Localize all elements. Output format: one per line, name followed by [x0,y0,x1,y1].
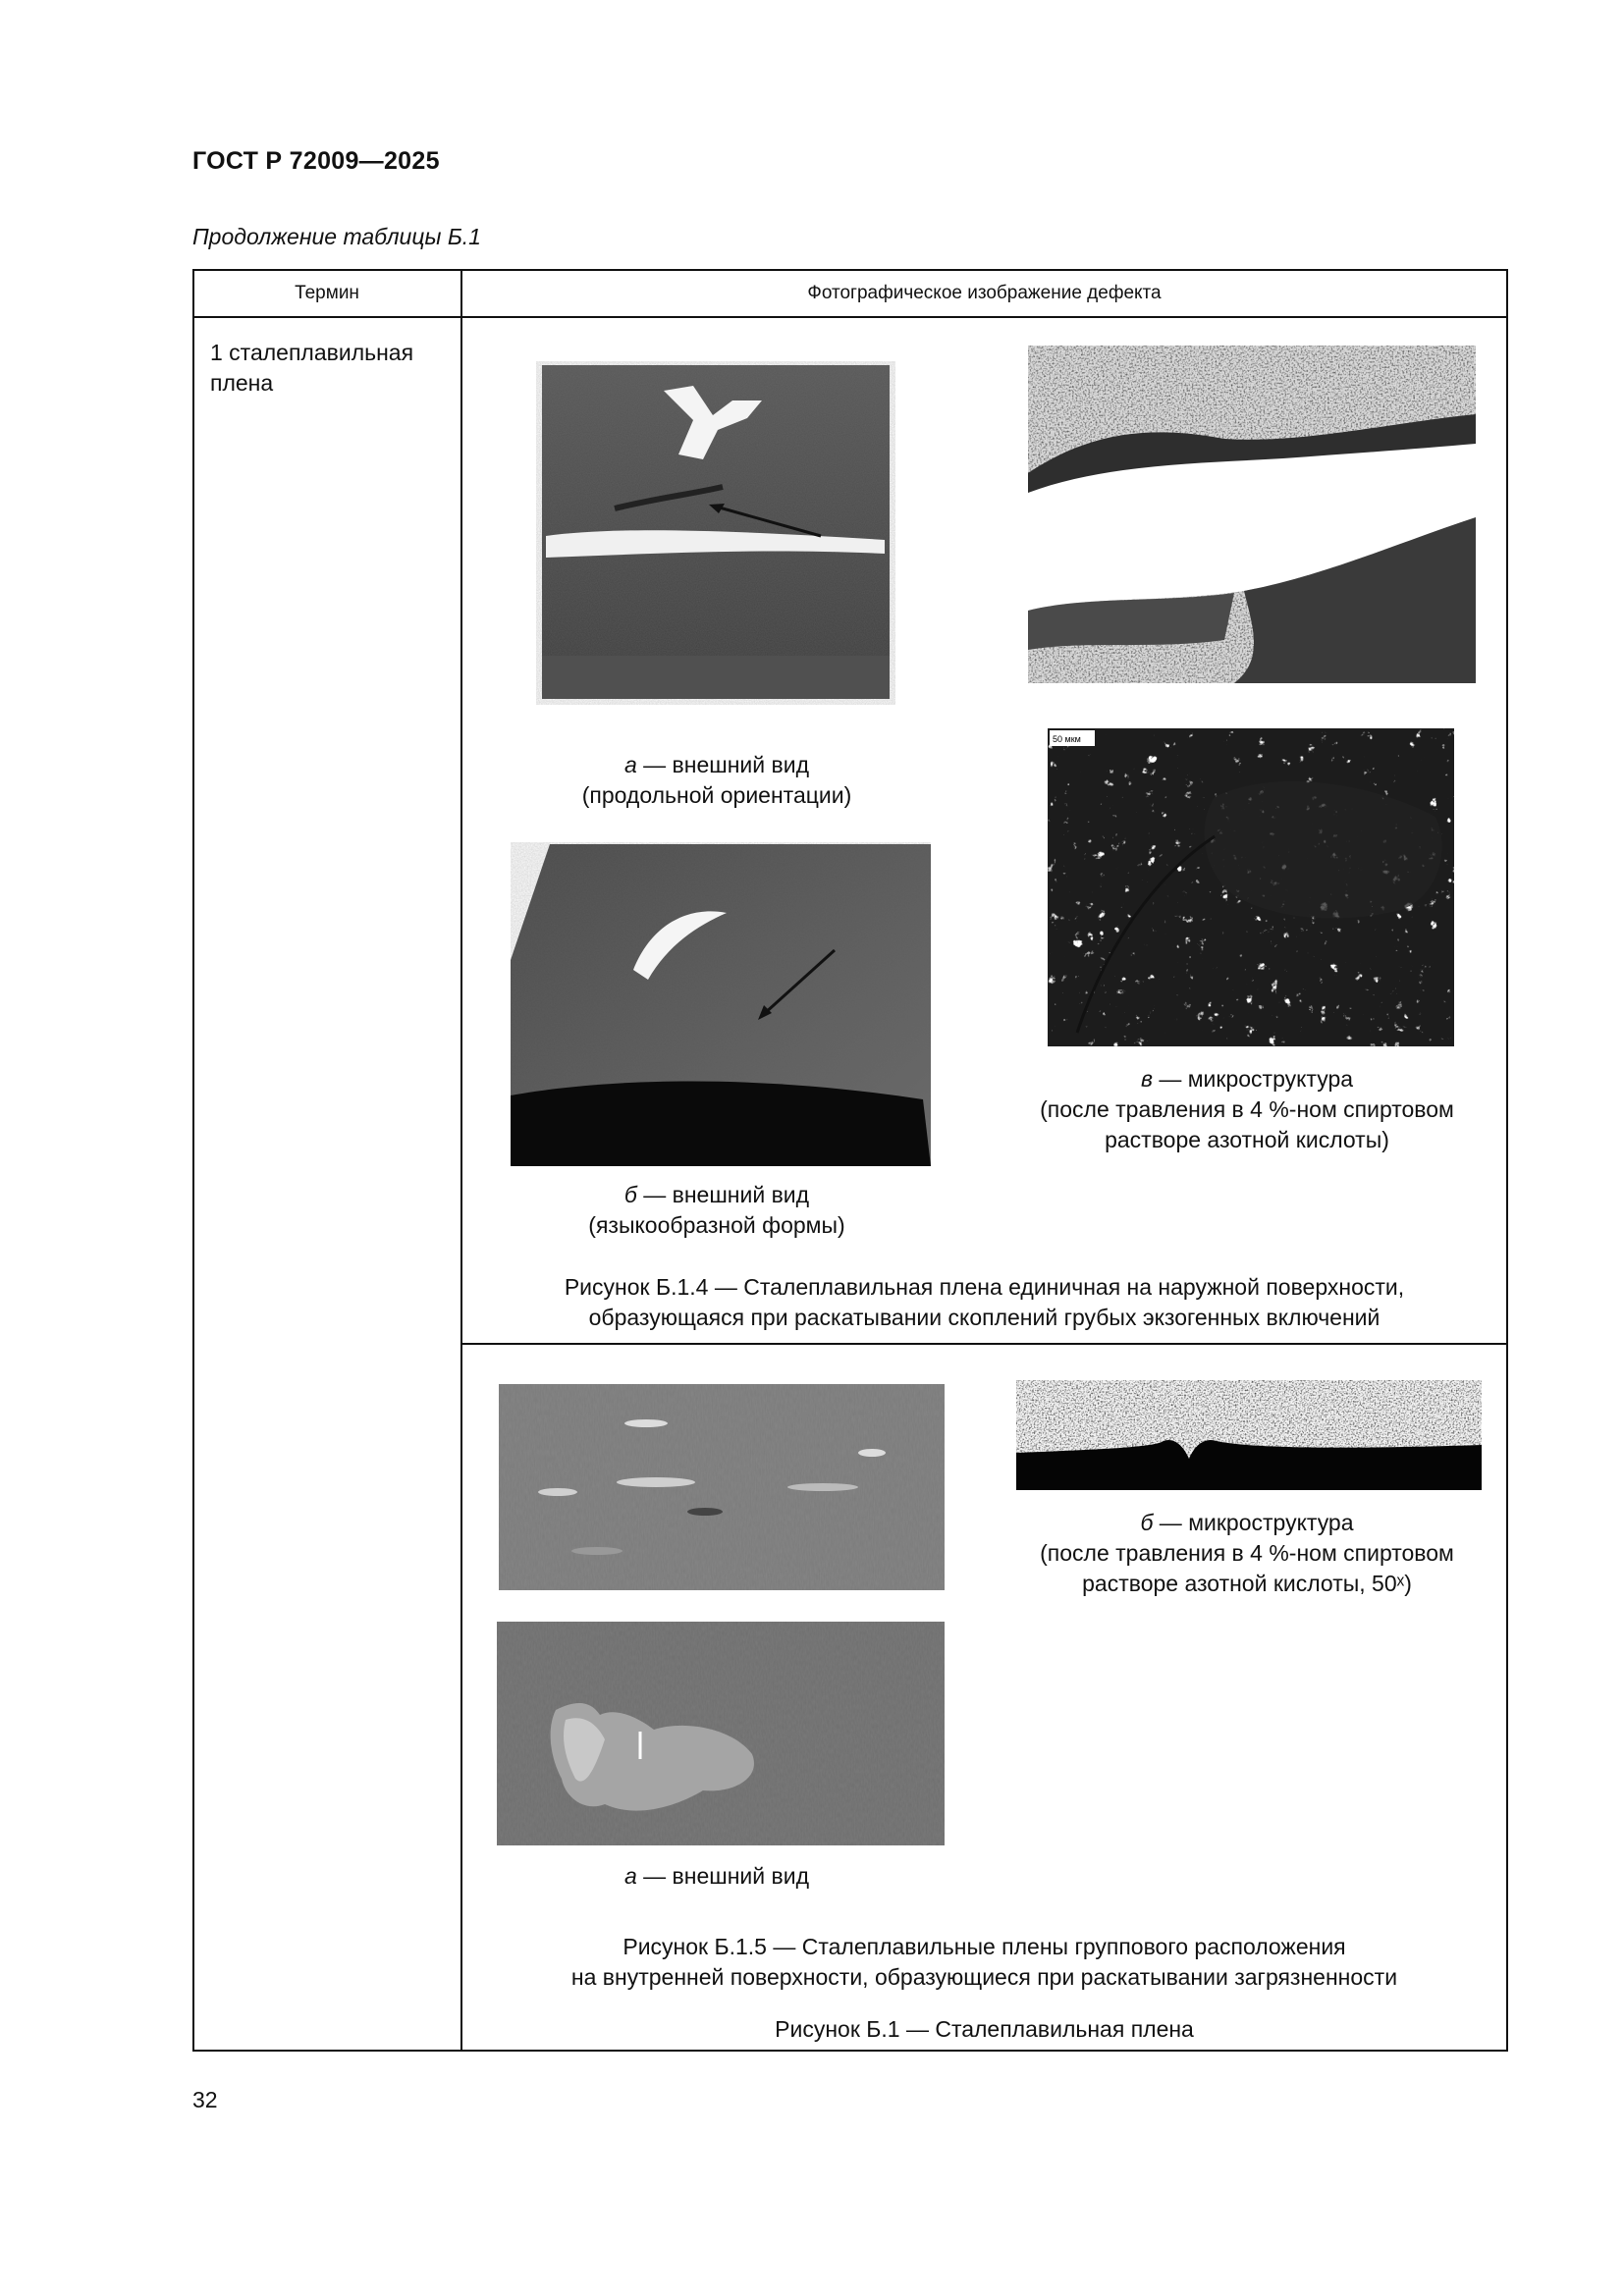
caption-letter: а [623,752,637,777]
figure-caption-b-1: Рисунок Б.1 — Сталеплавильная плена [775,2016,1194,2042]
photo-fig15-a-surface-bottom [497,1622,945,1845]
figure-caption-line2: на внутренней поверхности, образующиеся при раскатывании загрязненности [570,1964,1398,1990]
caption-letter: б [1140,1510,1154,1535]
figure-caption-line2: образующаяся при раскатывании скоплений грубых экзогенных включений [588,1305,1380,1330]
caption-letter: в [1140,1066,1153,1092]
caption-fig15-b [992,1508,1502,1599]
caption-text: — внешний вид [636,752,809,777]
caption-text-line2: (после травления в 4 %-ном спиртовом [1040,1096,1454,1122]
page-number: 32 [192,2087,218,2112]
figure-caption-b-1-5 [462,1932,1506,1993]
figure-caption-line1: Рисунок Б.1.4 — Сталеплавильная плена единичная на наружной поверхности, [564,1274,1405,1300]
figure-caption-b-1-4 [462,1272,1506,1333]
caption-text: — внешний вид [636,1863,809,1889]
table-row-divider [461,1343,1508,1345]
micro-scale-label: 50 мкм [1053,734,1081,744]
caption-letter: б [623,1182,637,1207]
figure-caption-line1: Рисунок Б.1.5 — Сталеплавильные плены группового расположения [623,1934,1346,1959]
caption-text: — микроструктура [1153,1510,1354,1535]
table-header-divider [192,316,1508,318]
caption-text-line2: (после травления в 4 %-ном спиртовом [1040,1540,1454,1566]
caption-text-line3: растворе азотной кислоты) [1105,1127,1389,1152]
photo-fig15-a-surface-top [499,1384,945,1590]
photo-fig14-v-microstructure [1048,728,1454,1046]
column-header-photo: Фотографическое изображение дефекта [807,283,1162,303]
table-column-divider [460,269,462,2052]
caption-text-line3: растворе азотной кислоты, 50ˣ) [1082,1571,1412,1596]
table-continuation-label: Продолжение таблицы Б.1 [192,224,481,249]
caption-fig15-a [471,1861,962,1892]
caption-fig14-b [471,1180,962,1241]
caption-text-line2: (языкообразной формы) [588,1212,845,1238]
document-header: ГОСТ Р 72009—2025 [192,147,440,175]
caption-fig14-a [471,750,962,811]
term-name: 1 сталеплавильная плена [210,340,414,396]
photo-fig15-b-microstructure [1016,1380,1482,1490]
caption-text: — микроструктура [1152,1066,1354,1092]
photo-fig14-a-external-view [536,361,895,705]
caption-text-line2: (продольной ориентации) [581,782,852,808]
caption-text: — внешний вид [636,1182,810,1207]
column-header-term: Термин [295,283,359,303]
caption-letter: а [623,1863,637,1889]
photo-fig14-micro-top [1028,346,1476,683]
photo-fig14-b-external-view [511,842,931,1166]
caption-fig14-v [992,1064,1502,1155]
